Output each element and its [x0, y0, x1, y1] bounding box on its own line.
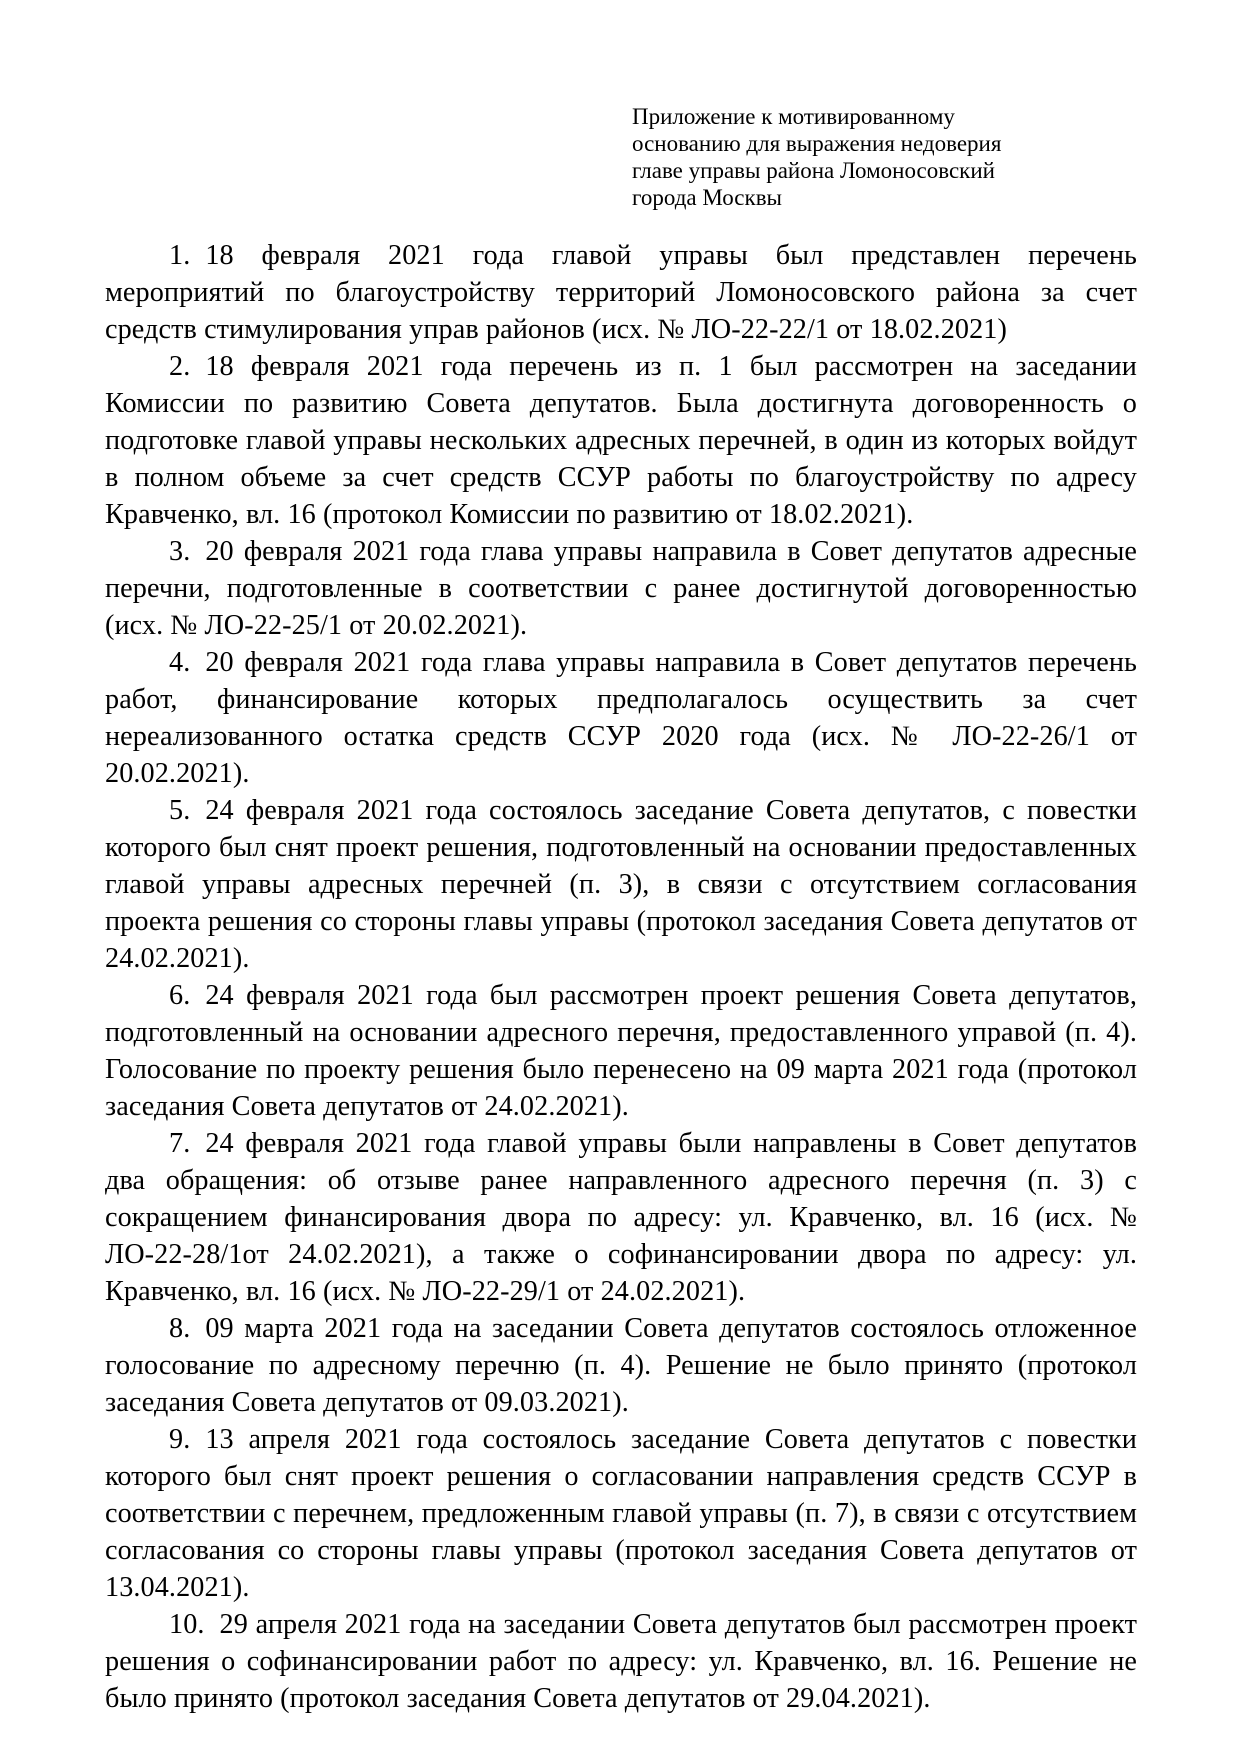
paragraph	[105, 237, 1137, 348]
paragraph	[105, 977, 1137, 1125]
paragraph	[105, 1606, 1137, 1717]
paragraph-number: 3.	[169, 536, 191, 567]
document-body	[105, 237, 1137, 1717]
appendix-header-line: основанию для выражения недоверия	[632, 131, 1002, 156]
paragraph-text: 13 апреля 2021 года состоялось заседание Совета депутатов с повестки которого был снят проект решения о согласовании направления средств ССУР в соответствии с перечнем, предложенным главой управы (п. 7), в связи с отсутствием согласования со стороны главы управы (протокол заседания Совета депутатов от 13.04.2021).	[105, 1424, 1137, 1603]
paragraph	[105, 348, 1137, 533]
paragraph-number: 6.	[169, 980, 191, 1011]
paragraph-number: 8.	[169, 1313, 191, 1344]
paragraph	[105, 1421, 1137, 1606]
paragraph-text: 24 февраля 2021 года был рассмотрен проект решения Совета депутатов, подготовленный на основании адресного перечня, предоставленного управой (п. 4). Голосование по проекту решения было перенесено на 09 марта 2021 года (протокол заседания Совета депутатов от 24.02.2021).	[105, 980, 1137, 1122]
paragraph	[105, 533, 1137, 644]
paragraph-text: 29 апреля 2021 года на заседании Совета депутатов был рассмотрен проект решения о софинансировании работ по адресу: ул. Кравченко, вл. 16. Решение не было принято (протокол заседания Совета депутатов от 29.04.2021).	[105, 1609, 1137, 1714]
paragraph	[105, 1310, 1137, 1421]
paragraph-text: 18 февраля 2021 года перечень из п. 1 был рассмотрен на заседании Комиссии по развитию Совета депутатов. Была достигнута договоренность о подготовке главой управы нескольких адресных перечней, в один из которых войдут в полном объеме за счет средств ССУР работы по благоустройству по адресу Кравченко, вл. 16 (протокол Комиссии по развитию от 18.02.2021).	[105, 351, 1137, 530]
paragraph	[105, 1125, 1137, 1310]
paragraph-number: 5.	[169, 795, 191, 826]
paragraph-text: 24 февраля 2021 года состоялось заседание Совета депутатов, с повестки которого был снят проект решения, подготовленный на основании предоставленных главой управы адресных перечней (п. 3), в связи с отсутствием согласования проекта решения со стороны главы управы (протокол заседания Совета депутатов от 24.02.2021).	[105, 795, 1137, 974]
paragraph-text: 09 марта 2021 года на заседании Совета депутатов состоялось отложенное голосование по адресному перечню (п. 4). Решение не было принято (протокол заседания Совета депутатов от 09.03.2021).	[105, 1313, 1137, 1418]
appendix-header-line: главе управы района Ломоносовский	[632, 158, 995, 183]
appendix-header	[632, 103, 1137, 211]
paragraph-text: 24 февраля 2021 года главой управы были направлены в Совет депутатов два обращения: об отзыве ранее направленного адресного перечня (п. 3) с сокращением финансирования двора по адресу: ул. Кравченко, вл. 16 (исх. № ЛО-22-28/1от 24.02.2021), а также о софинансировании двора по адресу: ул. Кравченко, вл. 16 (исх. № ЛО-22-29/1 от 24.02.2021).	[105, 1128, 1137, 1307]
appendix-header-line: Приложение к мотивированному	[632, 104, 955, 129]
paragraph-text: 20 февраля 2021 года глава управы направила в Совет депутатов перечень работ, финансирование которых предполагалось осуществить за счет нереализованного остатка средств ССУР 2020 года (исх. № ЛО-22-26/1 от 20.02.2021).	[105, 647, 1137, 789]
paragraph	[105, 644, 1137, 792]
appendix-header-line: города Москвы	[632, 185, 783, 210]
paragraph-number: 2.	[169, 351, 191, 382]
paragraph-number: 1.	[169, 240, 191, 271]
paragraph-number: 10.	[169, 1609, 205, 1640]
paragraph-text: 20 февраля 2021 года глава управы направила в Совет депутатов адресные перечни, подготовленные в соответствии с ранее достигнутой договоренностью (исх. № ЛО-22-25/1 от 20.02.2021).	[105, 536, 1137, 641]
paragraph-number: 9.	[169, 1424, 191, 1455]
paragraph-number: 4.	[169, 647, 191, 678]
paragraph-number: 7.	[169, 1128, 191, 1159]
paragraph-text: 18 февраля 2021 года главой управы был представлен перечень мероприятий по благоустройству территорий Ломоносовского района за счет средств стимулирования управ районов (исх. № ЛО-22-22/1 от 18.02.2021)	[105, 240, 1137, 345]
paragraph	[105, 792, 1137, 977]
